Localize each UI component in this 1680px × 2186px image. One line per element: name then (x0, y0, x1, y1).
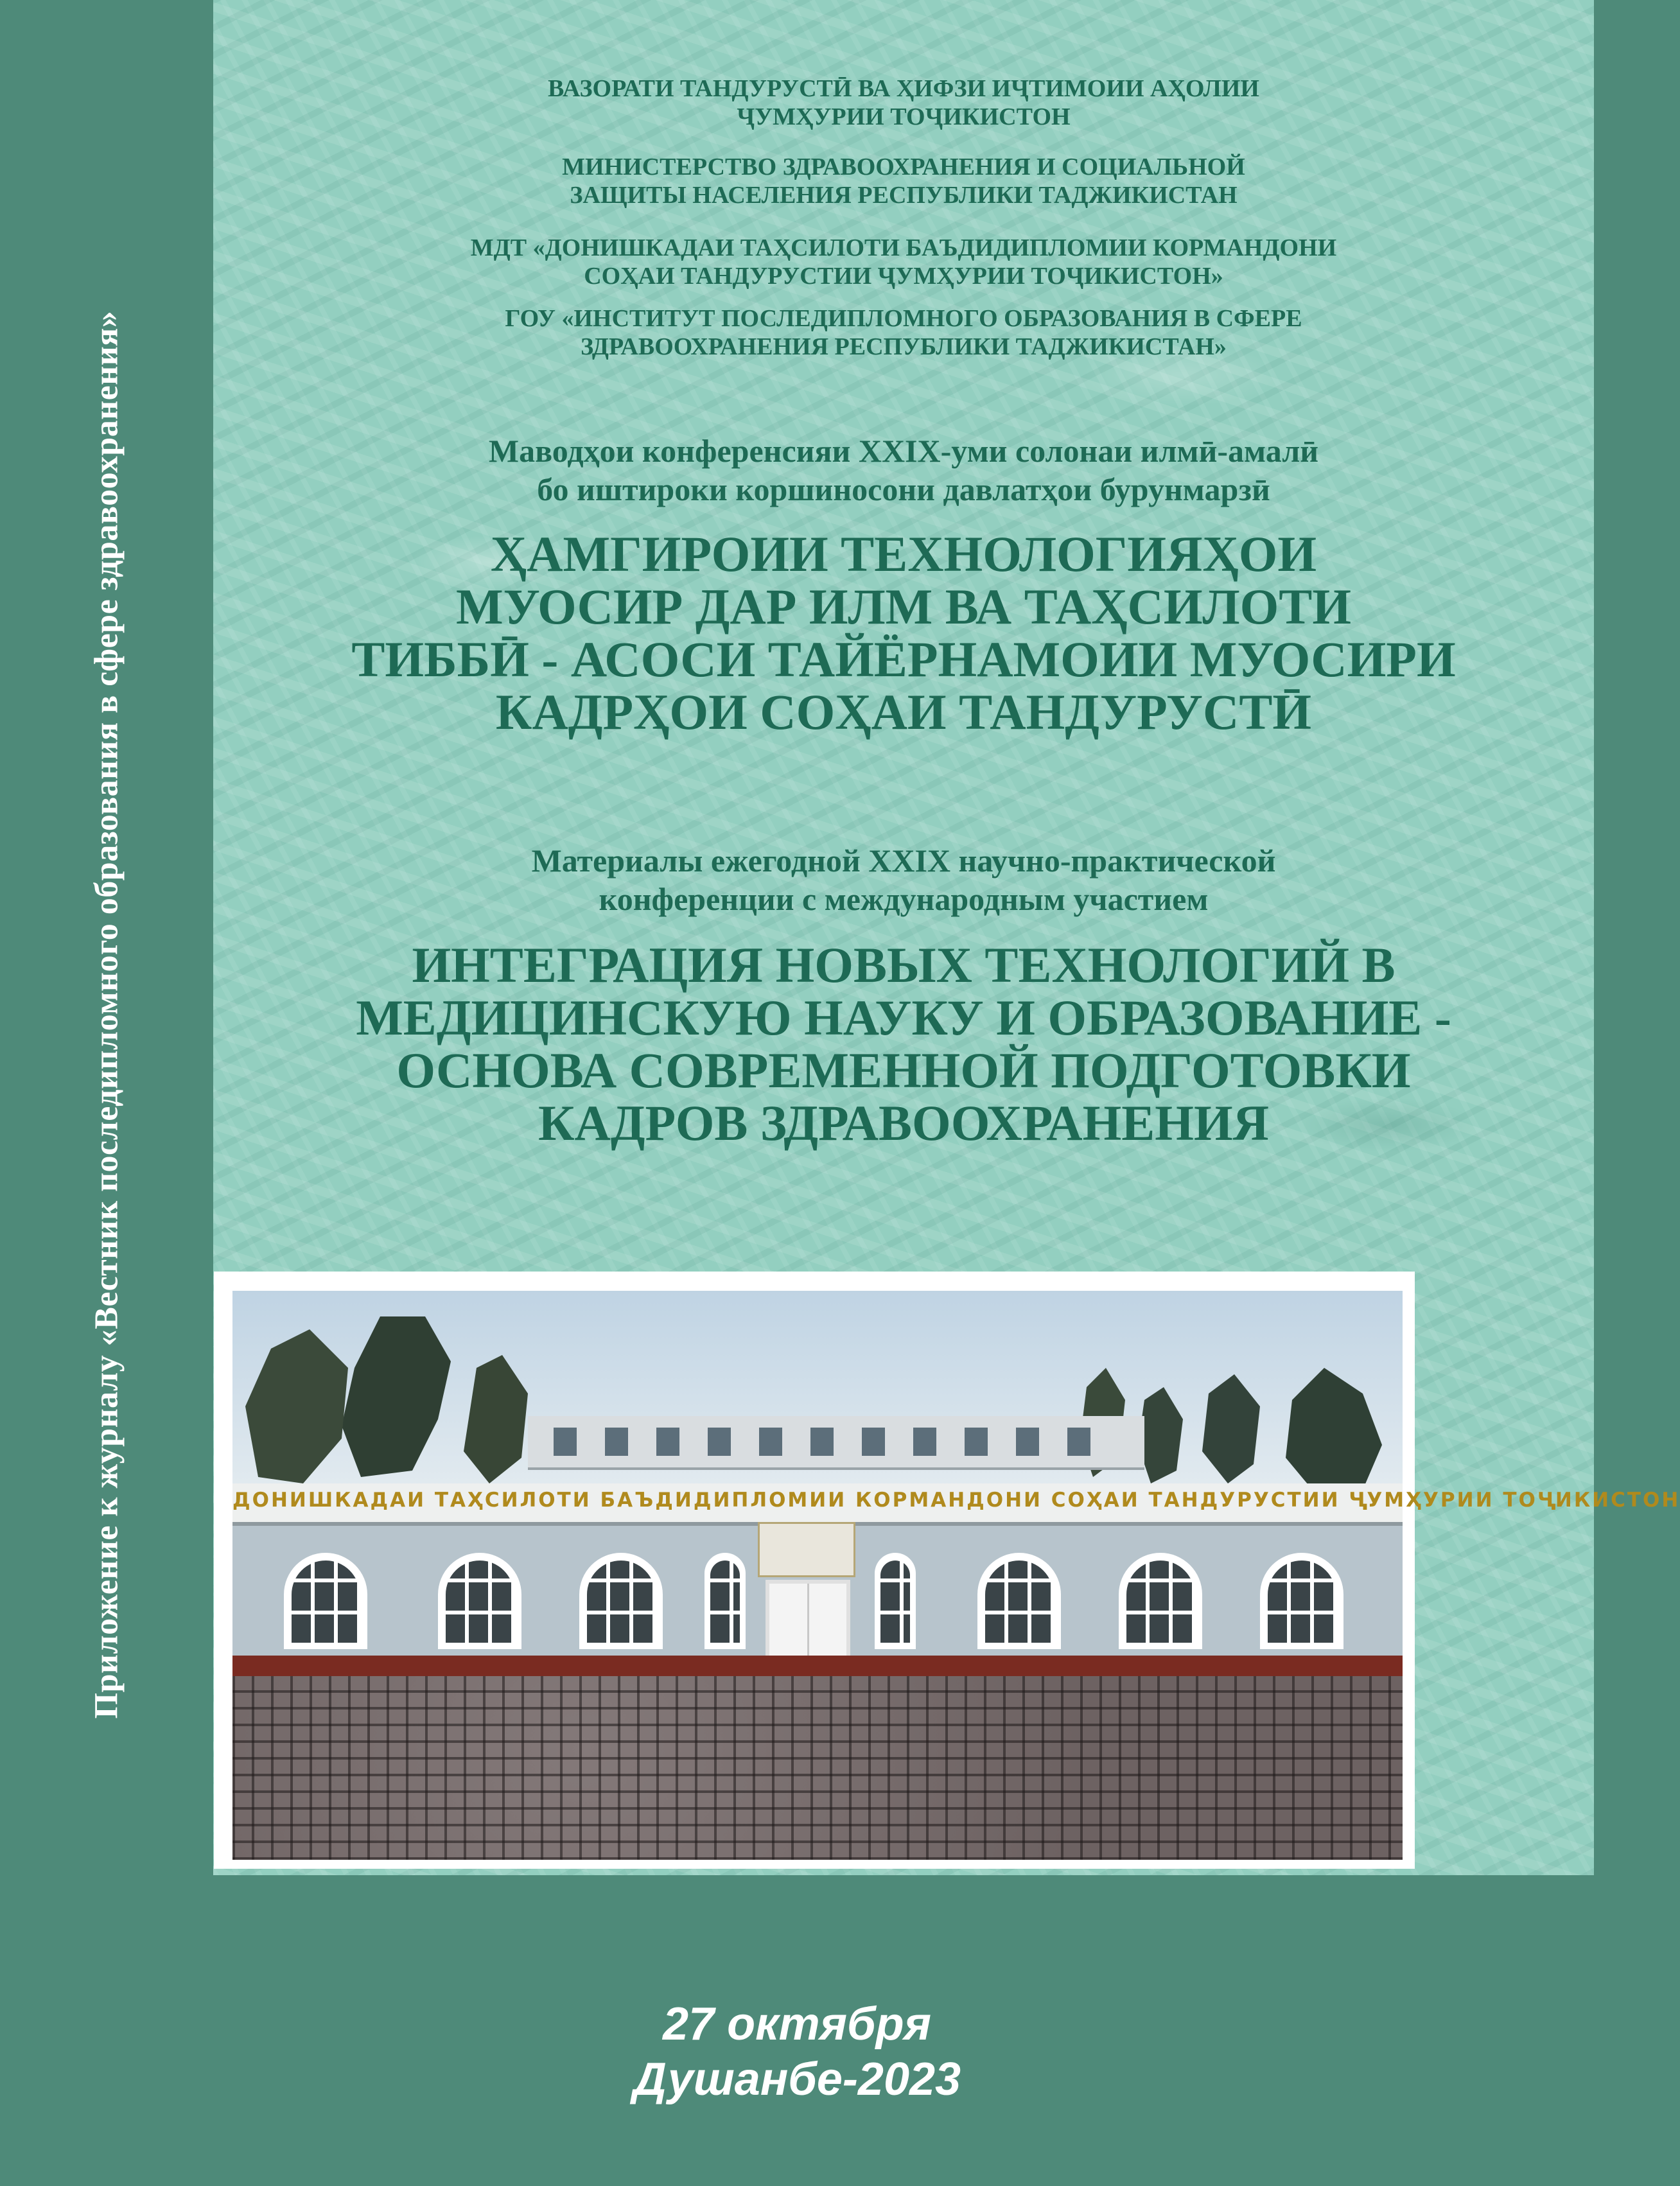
cover-spine (0, 0, 213, 2186)
russian-ministry-name: МИНИСТЕРСТВО ЗДРАВООХРАНЕНИЯ И СОЦИАЛЬНОЙ ЗАЩИТЫ НАСЕЛЕНИЯ РЕСПУБЛИКИ ТАДЖИКИСТАН (562, 153, 1245, 209)
russian-conference-title: ИНТЕГРАЦИЯ НОВЫХ ТЕХНОЛОГИЙ В МЕДИЦИНСКУЮ НАУКУ И ОБРАЗОВАНИЕ - ОСНОВА СОВРЕМЕННОЙ ПОДГОТОВКИ КАДРОВ ЗДРАВООХРАНЕНИЯ (356, 937, 1451, 1151)
building-photo-frame (214, 1272, 1680, 1869)
arched-window (438, 1553, 521, 1649)
arched-window (284, 1553, 367, 1649)
spine-journal-text: Приложение к журналу «Вестник последипломного образования в сфере здравоохранения» (88, 310, 125, 1719)
cobblestone-pavement (232, 1676, 1403, 1860)
building-photo (232, 1291, 1680, 1860)
building-sign-text: ДОНИШКАДАИ ТАҲСИЛОТИ БАЪДИДИПЛОМИИ КОРМАНДОНИ СОҲАИ ТАНДУРУСТИИ ҶУМҲУРИИ ТОҶИКИСТОН (232, 1489, 1680, 1512)
arched-window (1119, 1553, 1202, 1649)
conference-place-year: Душанбе-2023 (633, 2054, 961, 2105)
arched-window (579, 1553, 663, 1649)
russian-conference-subtitle: Материалы ежегодной XXIX научно-практической конференции с международным участием (531, 843, 1276, 917)
arched-window (977, 1553, 1061, 1649)
building-sign (232, 1483, 1680, 1526)
tajik-ministry-name: ВАЗОРАТИ ТАНДУРУСТӢ ВА ҲИФЗИ ИҶТИМОИИ АҲОЛИИ ҶУМҲУРИИ ТОҶИКИСТОН (548, 75, 1259, 130)
conference-date: 27 октября (663, 1998, 931, 2050)
arched-window (704, 1553, 746, 1649)
entrance-plaque (758, 1522, 855, 1577)
russian-institute-name: ГОУ «ИНСТИТУТ ПОСЛЕДИПЛОМНОГО ОБРАЗОВАНИЯ В СФЕРЕ ЗДРАВООХРАНЕНИЯ РЕСПУБЛИКИ ТАДЖИКИСТАН» (505, 305, 1302, 360)
tajik-conference-subtitle: Маводҳои конференсияи XXIX-уми солонаи илмӣ-амалӣ бо иштироки коршиносони давлатҳои бурунмарзӣ (488, 433, 1319, 507)
building-facade (232, 1483, 1680, 1695)
arched-window (1260, 1553, 1343, 1649)
building-upper-floor (528, 1416, 1144, 1470)
tajik-conference-title: ҲАМГИРОИИ ТЕХНОЛОГИЯҲОИ МУОСИР ДАР ИЛМ ВА ТАҲСИЛОТИ ТИББӢ - АСОСИ ТАЙЁРНАМОИИ МУОСИРИ КАДРҲОИ СОҲАИ ТАНДУРУСТӢ (351, 526, 1456, 740)
arched-window (875, 1553, 916, 1649)
tajik-institute-name: МДТ «ДОНИШКАДАИ ТАҲСИЛОТИ БАЪДИДИПЛОМИИ КОРМАНДОНИ СОҲАИ ТАНДУРУСТИИ ҶУМҲУРИИ ТОҶИКИСТОН» (470, 234, 1337, 290)
